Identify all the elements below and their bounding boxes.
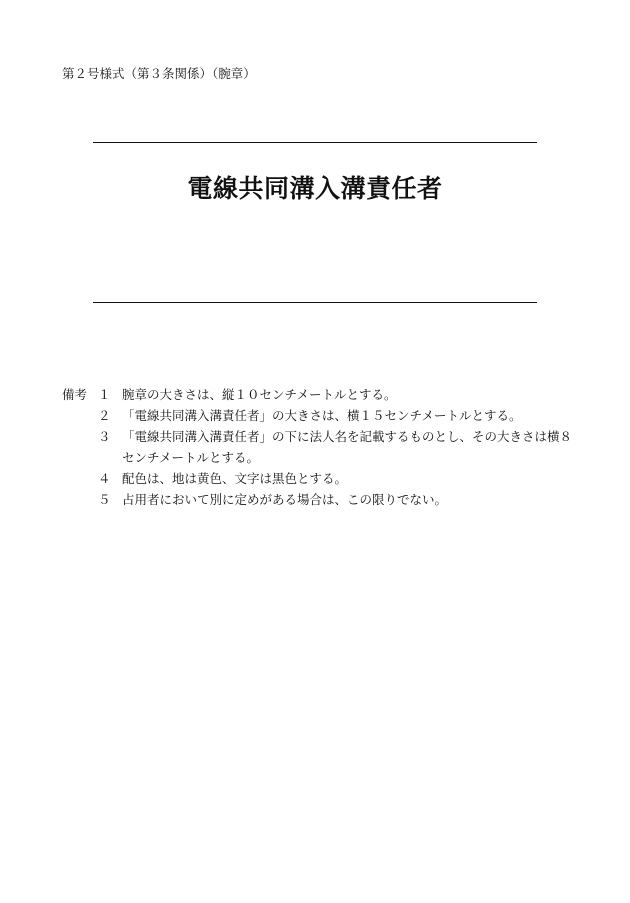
remark-text: 配色は、地は黄色、文字は黒色とする。 [122,471,348,486]
remark-item-5 [62,489,582,510]
remark-number: １ [98,387,111,402]
form-label: 第２号様式（第３条関係）（腕章） [62,66,256,81]
remark-number: ２ [98,408,111,423]
remark-number: ５ [98,492,111,507]
remark-text: 腕章の大きさは、縦１０センチメートルとする。 [122,387,397,402]
remark-text: 「電線共同溝入溝責任者」の下に法人名を記載するものとし、その大きさは横８センチメートルとする。 [122,429,573,465]
remark-item-1 [62,384,582,405]
remarks-heading: 備考 [62,387,88,402]
armband-bottom-rule [93,302,537,303]
remark-text: 「電線共同溝入溝責任者」の大きさは、横１５センチメートルとする。 [122,408,522,423]
remarks-section [62,384,582,510]
armband-top-rule [93,142,537,143]
remark-item-2 [62,405,582,426]
remark-number: ３ [98,429,111,444]
remark-number: ４ [98,471,111,486]
armband-title: 電線共同溝入溝責任者 [187,174,443,203]
remark-text: 占用者において別に定めがある場合は、この限りでない。 [122,492,448,507]
remark-item-3 [62,426,582,468]
remark-item-4 [62,468,582,489]
